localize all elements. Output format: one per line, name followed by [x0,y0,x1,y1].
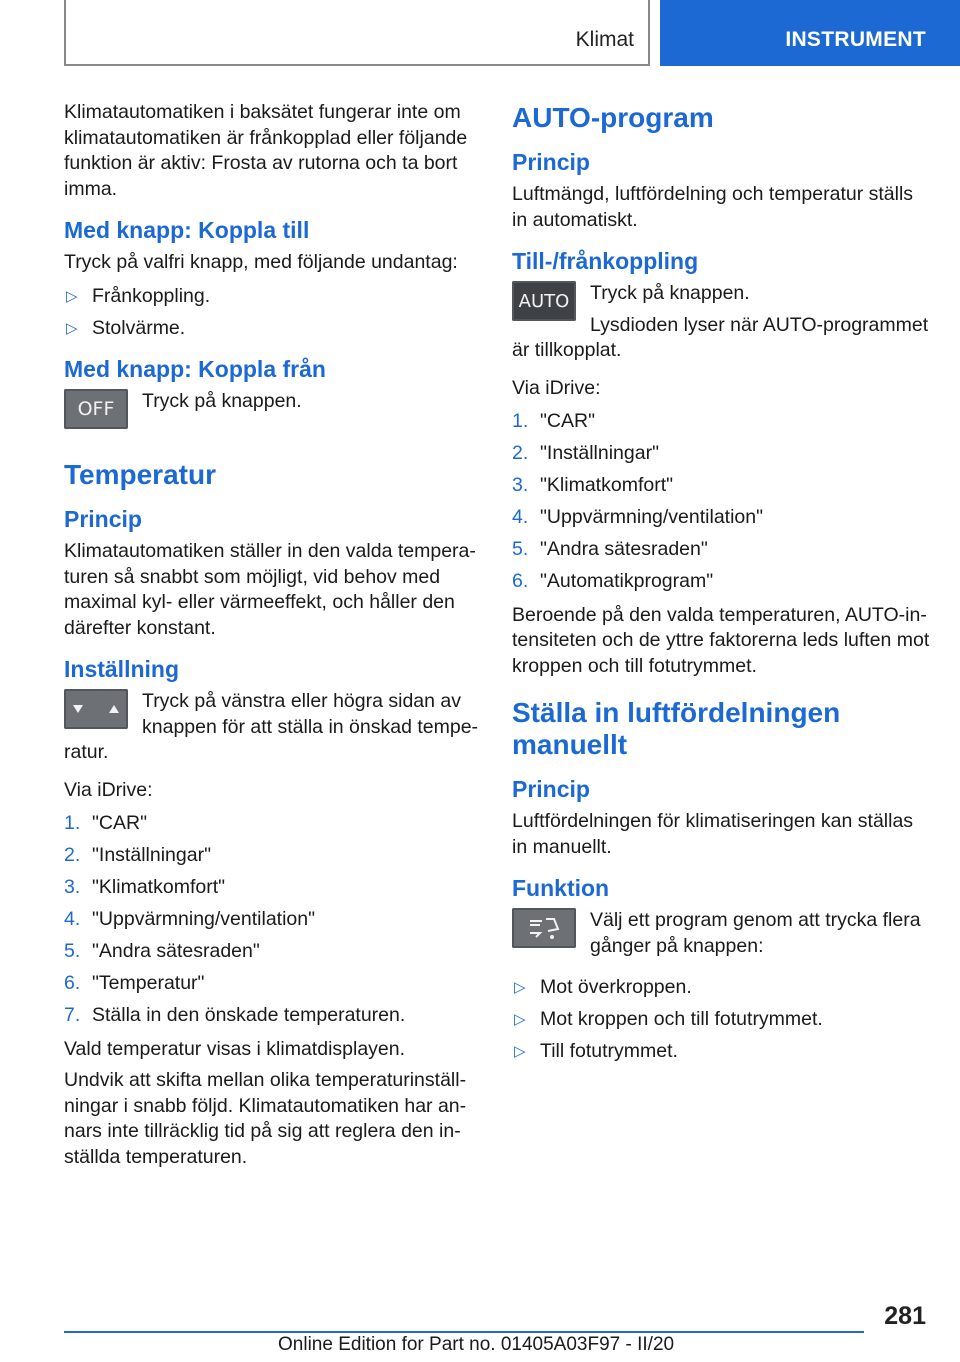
heading-switch-on: Med knapp: Koppla till [64,217,310,243]
triangle-bullet-icon: ▷ [66,287,78,305]
list-item: ▷ Frånkoppling. [64,284,480,310]
air-distribution-modes [512,975,932,1065]
list-item: ▷ Till fotutrymmet. [512,1039,932,1065]
setting-text: Tryck på vänstra eller högra sidan av knappen för att ställa in önskad temperatur. [64,690,479,763]
display-note: Vald temperatur visas i klimatdisplayen. [64,1037,406,1060]
list-item: ▷ Mot kroppen och till fotutrymmet. [512,1007,932,1033]
triangle-bullet-icon: ▷ [514,979,526,996]
edition-text: Online Edition for Part no. 01405A03F97 - II/20 [278,1334,675,1355]
idrive-label: Via iDrive: [512,376,601,399]
principle-text: Klimatautomatiken ställer in den valda temperaturen så snabbt som möjligt, vid behov med maximal kyl- eller värmeeffekt, och håller den därefter konstant. [64,540,476,639]
switch-on-exceptions [64,284,480,342]
page-header [0,0,960,66]
section-tab [64,0,650,66]
toggle-text: Tryck på knappen. [590,282,750,304]
setting-row [64,689,480,766]
list-item: 7. Ställa in den önskade temperaturen. [64,1004,406,1026]
auto-button-icon: AUTO [512,281,576,321]
air-distribution-icon [512,908,576,948]
triangle-bullet-icon: ▷ [514,1043,526,1060]
list-item: 6. "Temperatur" [64,972,205,994]
list-item: 2. "Inställningar" [64,844,211,866]
switch-on-text: Tryck på valfri knapp, med följande undantag: [64,251,458,273]
warning-note: Undvik att skifta mellan olika temperaturinställningar i snabb följd. Klimatautomatiken har annars inte tillräcklig tid på sig att reglera den inställda temperaturen. [64,1069,467,1168]
intro-paragraph: Klimatautomatiken i baksätet fungerar inte om klimatautomatiken är frånkopplad eller följande funktion är aktiv: Frosta av rutorna och ta bort imma. [64,101,468,200]
list-item: 4. "Uppvärmning/ventilation" [64,908,316,930]
left-column [64,100,480,1182]
off-button-row [64,389,480,435]
air-distribution-row [512,908,932,965]
heading-principle: Princip [512,776,590,802]
heading-principle: Princip [512,149,590,175]
heading-auto-program: AUTO-program [512,102,714,133]
off-text: Tryck på knappen. [142,390,302,412]
heading-principle: Princip [64,506,142,532]
led-text: Lysdioden lyser när AUTO-programmet är tillkopplat. [512,313,929,361]
chapter-title: INSTRUMENT [785,28,926,51]
heading-function: Funktion [512,875,610,901]
heading-toggle: Till-/frånkoppling [512,248,699,274]
list-item: 5. "Andra sätesraden" [64,940,260,962]
page-number: 281 [884,1302,926,1330]
list-item: 3. "Klimatkomfort" [64,876,226,898]
list-item: 6. "Automatikprogram" [512,570,714,592]
list-item: 3. "Klimatkomfort" [512,474,674,496]
idrive-steps [64,811,480,1029]
heading-manual-distribution: Ställa in luftfördelningen manuellt [512,697,841,760]
right-column [512,100,932,1073]
temperature-rocker-icon [64,689,128,729]
heading-switch-off: Med knapp: Koppla från [64,356,326,382]
chapter-tab [660,0,960,66]
list-item: 4. "Uppvärmning/ventilation" [512,506,764,528]
auto-principle-text: Luftmängd, luftfördelning och temperatur ställs in automatiskt. [512,183,914,231]
list-item: 2. "Inställningar" [512,442,659,464]
manual-principle-text: Luftfördelningen för klimatiseringen kan ställas in manuellt. [512,810,914,858]
footer-edition [278,1334,674,1356]
idrive-label: Via iDrive: [64,778,153,801]
triangle-bullet-icon: ▷ [514,1011,526,1028]
off-button-icon: OFF [64,389,128,429]
heading-setting: Inställning [64,656,179,682]
function-text: Välj ett program genom att trycka flera gånger på knappen: [590,909,921,957]
list-item: ▷ Stolvärme. [64,316,480,342]
list-item: 5. "Andra sätesraden" [512,538,708,560]
auto-behaviour-text: Beroende på den valda temperaturen, AUTO-intensiteten och de yttre faktorerna leds luften mot kroppen och till fotutrymmet. [512,603,930,677]
list-item: ▷ Mot överkroppen. [512,975,932,1001]
triangle-bullet-icon: ▷ [66,319,78,337]
list-item: 1. "CAR" [64,812,148,834]
section-title: Klimat [575,28,634,51]
list-item: 1. "CAR" [512,410,596,432]
footer-rule [64,1331,864,1333]
heading-temperature: Temperatur [64,459,216,490]
auto-button-row [512,281,932,364]
idrive-steps [512,409,932,595]
